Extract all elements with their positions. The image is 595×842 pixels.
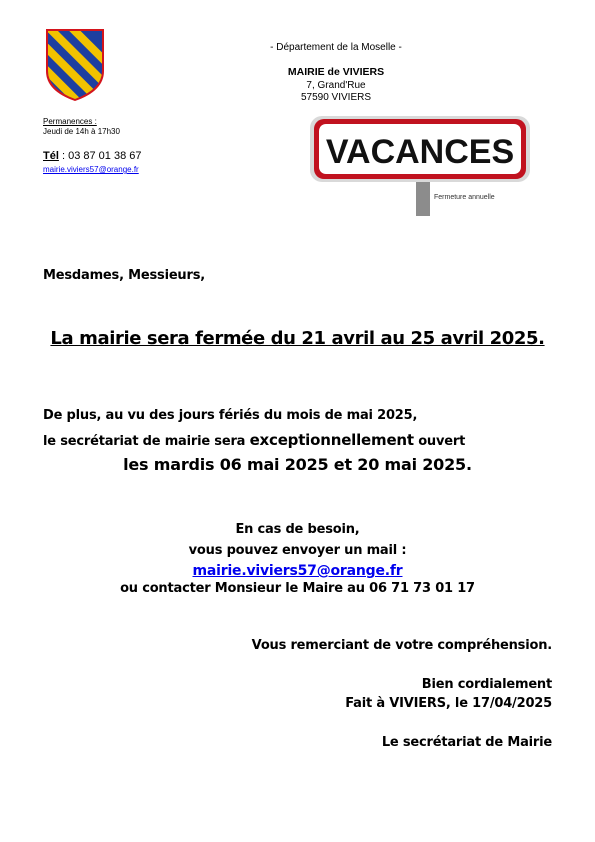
sign-caption: Fermeture annuelle bbox=[434, 194, 495, 201]
contact-mayor-line: ou contacter Monsieur le Maire au 06 71 73 01 17 bbox=[120, 581, 475, 596]
opening-line bbox=[43, 431, 465, 449]
permanences-hours: Jeudi de 14h à 17h30 bbox=[43, 127, 120, 136]
opening-line-start: le secrétariat de mairie sera bbox=[43, 434, 250, 449]
permanences-label: Permanences : bbox=[43, 117, 97, 126]
regards-line: Bien cordialement bbox=[421, 677, 552, 692]
address-line-2: 57590 VIVIERS bbox=[300, 92, 372, 103]
greeting: Mesdames, Messieurs, bbox=[43, 268, 205, 283]
email-link[interactable]: mairie.viviers57@orange.fr bbox=[192, 563, 403, 579]
address-line-1: 7, Grand'Rue bbox=[306, 80, 366, 91]
opening-dates: les mardis 06 mai 2025 et 20 mai 2025. bbox=[123, 455, 472, 474]
need-line: En cas de besoin, bbox=[235, 522, 360, 537]
opening-line-end: ouvert bbox=[413, 434, 466, 449]
department-label: - Département de la Moselle - bbox=[270, 42, 402, 53]
telephone-label: Tél bbox=[43, 150, 59, 162]
telephone-number: : 03 87 01 38 67 bbox=[58, 150, 142, 162]
exceptionally-word: exceptionnellement bbox=[249, 431, 414, 449]
mairie-title: MAIRIE de VIVIERS bbox=[287, 66, 385, 78]
closure-notice: La mairie sera fermée du 21 avril au 25 avril 2025. bbox=[50, 328, 545, 349]
done-at-line: Fait à VIVIERS, le 17/04/2025 bbox=[345, 696, 552, 711]
signature-line: Le secrétariat de Mairie bbox=[381, 735, 552, 750]
telephone-line bbox=[43, 150, 141, 162]
header-email-link[interactable]: mairie.viviers57@orange.fr bbox=[43, 165, 139, 174]
coat-of-arms-icon bbox=[44, 27, 106, 103]
holidays-line: De plus, au vu des jours fériés du mois de mai 2025, bbox=[43, 408, 418, 423]
vacances-sign bbox=[308, 112, 540, 216]
thanks-line: Vous remerciant de votre compréhension. bbox=[251, 638, 552, 653]
sign-text: VACANCES bbox=[325, 133, 515, 171]
send-mail-line: vous pouvez envoyer un mail : bbox=[188, 543, 407, 558]
